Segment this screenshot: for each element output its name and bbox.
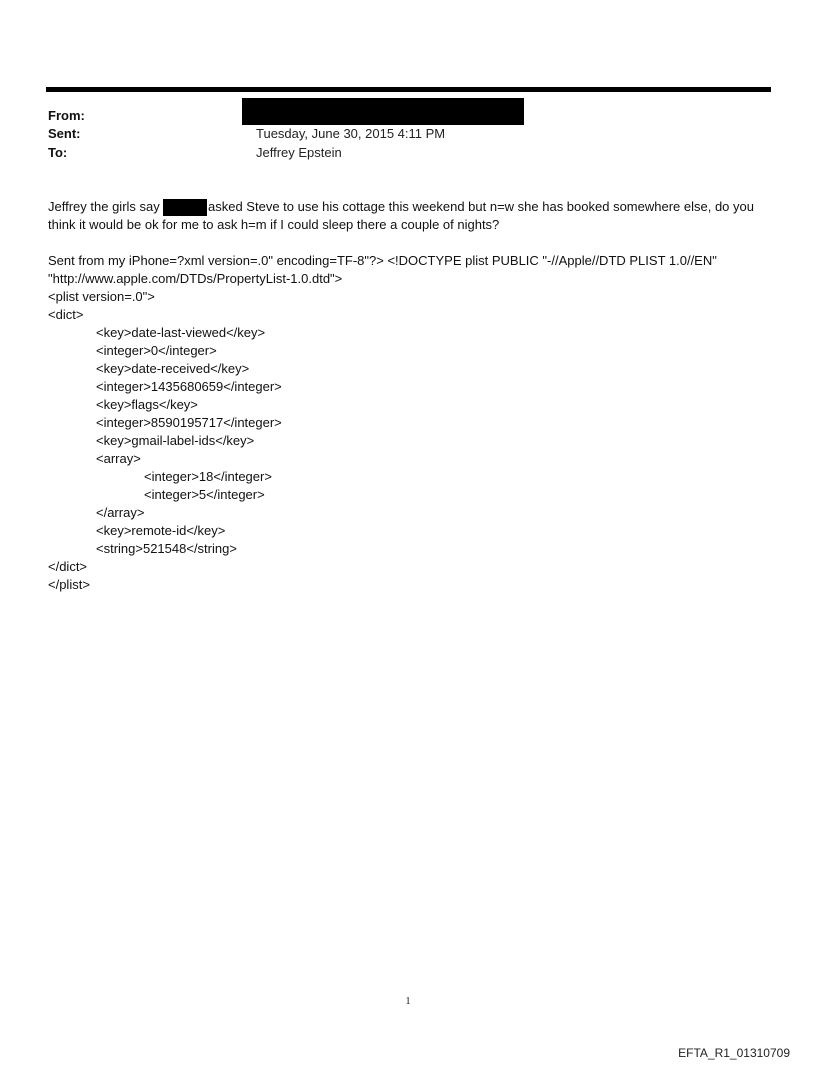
plist-line: </array> [96, 505, 145, 520]
redaction-from [242, 98, 524, 125]
plist-line: <key>date-received</key> [96, 361, 250, 376]
plist-line: <key>flags</key> [96, 397, 198, 412]
document-id: EFTA_R1_01310709 [678, 1046, 790, 1060]
header-rule [46, 87, 771, 92]
plist-line: <integer>5</integer> [144, 487, 265, 502]
body-line1-part2: asked Steve to use his cottage this weekend but n=w she has booked somewhere else, do you [208, 199, 754, 214]
redaction-name [163, 199, 207, 216]
sent-from-line2: "http://www.apple.com/DTDs/PropertyList-1.0.dtd"> [48, 271, 343, 286]
sent-value: Tuesday, June 30, 2015 4:11 PM [256, 126, 446, 141]
to-value: Jeffrey Epstein [256, 145, 342, 160]
page-number: 1 [405, 996, 411, 1007]
plist-line: <key>date-last-viewed</key> [96, 325, 266, 340]
plist-line: <integer>0</integer> [96, 343, 217, 358]
plist-line: <integer>8590195717</integer> [96, 415, 282, 430]
body-line1-part1: Jeffrey the girls say [48, 199, 160, 214]
plist-line: <dict> [48, 307, 84, 322]
plist-line: <integer>18</integer> [144, 469, 272, 484]
from-label: From: [48, 108, 85, 123]
plist-line: <plist version=.0"> [48, 289, 155, 304]
plist-line: <key>remote-id</key> [96, 523, 226, 538]
plist-line: <key>gmail-label-ids</key> [96, 433, 255, 448]
plist-line: <array> [96, 451, 141, 466]
sent-from-line1: Sent from my iPhone=?xml version=.0" encoding=TF-8"?> <!DOCTYPE plist PUBLIC "-//Apple//DTD PLIST 1.0//EN" [48, 253, 717, 268]
plist-line: </plist> [48, 577, 90, 592]
body-line2: think it would be ok for me to ask h=m if I could sleep there a couple of nights? [48, 217, 500, 232]
plist-line: <integer>1435680659</integer> [96, 379, 282, 394]
to-label: To: [48, 145, 68, 160]
sent-label: Sent: [48, 126, 81, 141]
plist-line: </dict> [48, 559, 88, 574]
plist-line: <string>521548</string> [96, 541, 237, 556]
